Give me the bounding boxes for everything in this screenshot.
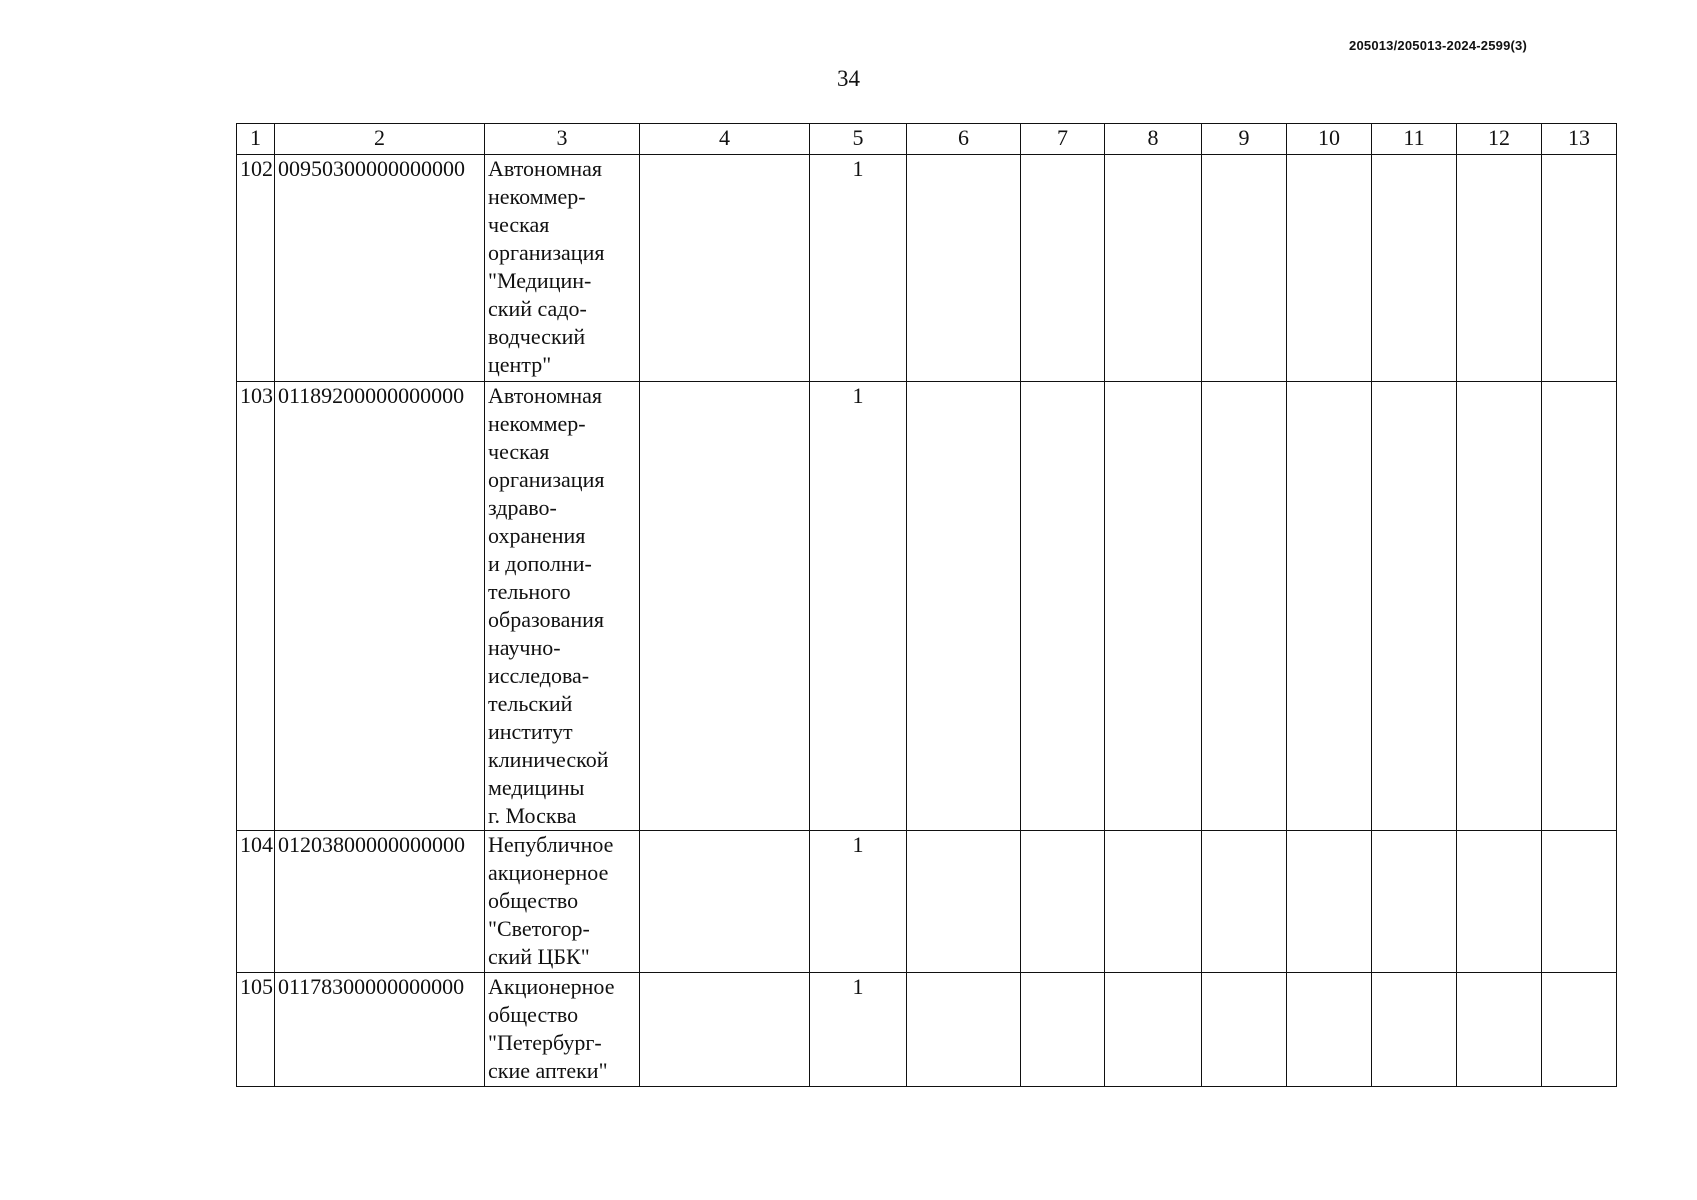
empty-cell: [907, 382, 1021, 831]
organization-name-cell: Автономная некоммер- ческая организация здраво- охранения и дополни- тельного образования научно- исследова- тельский институт клинической медицины г. Москва: [485, 382, 640, 831]
column-5-cell: 1: [810, 831, 907, 973]
empty-cell: [1287, 155, 1372, 382]
empty-cell: [1542, 155, 1617, 382]
column-4-cell: [640, 973, 810, 1087]
register-table: [236, 123, 1617, 1087]
document-reference-number: 205013/205013-2024-2599(3): [1349, 38, 1527, 53]
page-number: 34: [837, 66, 860, 91]
empty-cell: [1287, 831, 1372, 973]
empty-cell: [1105, 155, 1202, 382]
column-header: 5: [810, 124, 907, 155]
empty-cell: [1457, 155, 1542, 382]
column-4-cell: [640, 831, 810, 973]
column-header: 13: [1542, 124, 1617, 155]
column-header: 2: [275, 124, 485, 155]
column-4-cell: [640, 382, 810, 831]
empty-cell: [1457, 382, 1542, 831]
organization-name-cell: Акционерное общество "Петербург- ские аптеки": [485, 973, 640, 1087]
registry-code-cell: 01178300000000000: [275, 973, 485, 1087]
empty-cell: [1105, 973, 1202, 1087]
table-row: [237, 831, 1617, 973]
empty-cell: [1542, 973, 1617, 1087]
empty-cell: [1202, 831, 1287, 973]
column-header: 3: [485, 124, 640, 155]
column-5-cell: 1: [810, 382, 907, 831]
registry-code-cell: 01203800000000000: [275, 831, 485, 973]
empty-cell: [1021, 382, 1105, 831]
empty-cell: [1021, 831, 1105, 973]
column-header: 7: [1021, 124, 1105, 155]
empty-cell: [1021, 973, 1105, 1087]
empty-cell: [907, 973, 1021, 1087]
empty-cell: [1202, 973, 1287, 1087]
empty-cell: [1105, 382, 1202, 831]
table-row: [237, 155, 1617, 382]
row-number-cell: 105: [237, 973, 275, 1087]
column-header: 8: [1105, 124, 1202, 155]
column-header: 9: [1202, 124, 1287, 155]
empty-cell: [1202, 382, 1287, 831]
column-5-cell: 1: [810, 155, 907, 382]
column-header: 10: [1287, 124, 1372, 155]
empty-cell: [1021, 155, 1105, 382]
table-row: [237, 973, 1617, 1087]
column-header: 11: [1372, 124, 1457, 155]
empty-cell: [1542, 831, 1617, 973]
column-header: 1: [237, 124, 275, 155]
column-5-cell: 1: [810, 973, 907, 1087]
column-4-cell: [640, 155, 810, 382]
column-number-header-row: [237, 124, 1617, 155]
empty-cell: [1457, 973, 1542, 1087]
registry-code-cell: 00950300000000000: [275, 155, 485, 382]
empty-cell: [1372, 831, 1457, 973]
empty-cell: [1372, 155, 1457, 382]
empty-cell: [1287, 973, 1372, 1087]
column-header: 12: [1457, 124, 1542, 155]
empty-cell: [1287, 382, 1372, 831]
registry-code-cell: 01189200000000000: [275, 382, 485, 831]
row-number-cell: 104: [237, 831, 275, 973]
row-number-cell: 103: [237, 382, 275, 831]
empty-cell: [1372, 973, 1457, 1087]
organization-name-cell: Непубличное акционерное общество "Светогор- ский ЦБК": [485, 831, 640, 973]
empty-cell: [1372, 382, 1457, 831]
column-header: 4: [640, 124, 810, 155]
empty-cell: [907, 831, 1021, 973]
column-header: 6: [907, 124, 1021, 155]
row-number-cell: 102: [237, 155, 275, 382]
empty-cell: [1202, 155, 1287, 382]
organization-name-cell: Автономная некоммер- ческая организация "Медицин- ский садо- водческий центр": [485, 155, 640, 382]
empty-cell: [1105, 831, 1202, 973]
empty-cell: [1457, 831, 1542, 973]
empty-cell: [1542, 382, 1617, 831]
table-row: [237, 382, 1617, 831]
empty-cell: [907, 155, 1021, 382]
